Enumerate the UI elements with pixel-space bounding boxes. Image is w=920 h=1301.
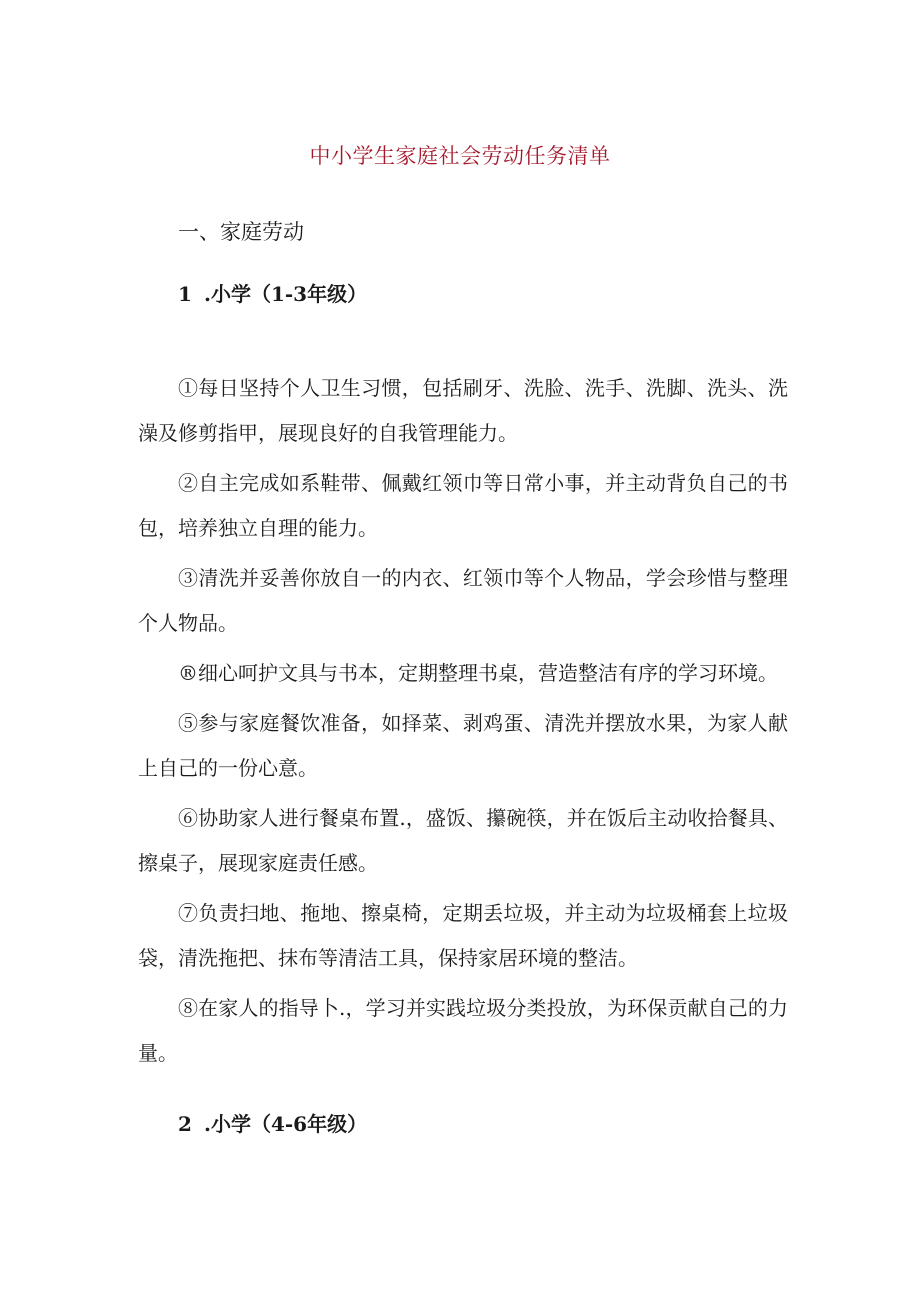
task-item: ③清洗并妥善你放自一的内衣、红领巾等个人物品，学会珍惜与整理个人物品。 <box>138 566 788 635</box>
subsection-label: .小学（1-3年级） <box>204 282 368 306</box>
subsection-heading-grade-4-6 <box>178 1108 367 1137</box>
task-item: ⑥协助家人进行餐桌布置.，盛饭、攥碗筷，并在饭后主动收拾餐具、擦桌子，展现家庭责任感。 <box>138 806 788 875</box>
subsection-number: 1 <box>178 282 192 306</box>
task-item: ②自主完成如系鞋带、佩戴红领巾等日常小事，并主动背负自己的书包，培养独立自理的能力。 <box>138 471 788 540</box>
subsection-heading-grade-1-3 <box>178 278 367 307</box>
task-item: ①每日坚持个人卫生习惯，包括刷牙、洗脸、洗手、洗脚、洗头、洗澡及修剪指甲，展现良好的自我管理能力。 <box>138 376 788 445</box>
task-list <box>138 366 788 1081</box>
subsection-label: .小学（4-6年级） <box>204 1112 368 1136</box>
subsection-number: 2 <box>178 1112 192 1136</box>
task-item: ⑦负责扫地、拖地、擦桌椅，定期丢垃圾，并主动为垃圾桶套上垃圾袋，清洗拖把、抹布等清洁工具，保持家居环境的整洁。 <box>138 901 788 970</box>
task-item: ⑧在家人的指导卜.，学习并实践垃圾分类投放，为环保贡献自己的力量。 <box>138 996 788 1065</box>
page-title: 中小学生家庭社会劳动任务清单 <box>309 144 611 168</box>
task-item: ®细心呵护文具与书本，定期整理书桌，营造整洁有序的学习环境。 <box>178 661 778 685</box>
section-heading-household-labor: 一、家庭劳动 <box>178 220 304 244</box>
task-item: ⑤参与家庭餐饮准备，如择菜、剥鸡蛋、清洗并摆放水果，为家人献上自己的一份心意。 <box>138 711 788 780</box>
